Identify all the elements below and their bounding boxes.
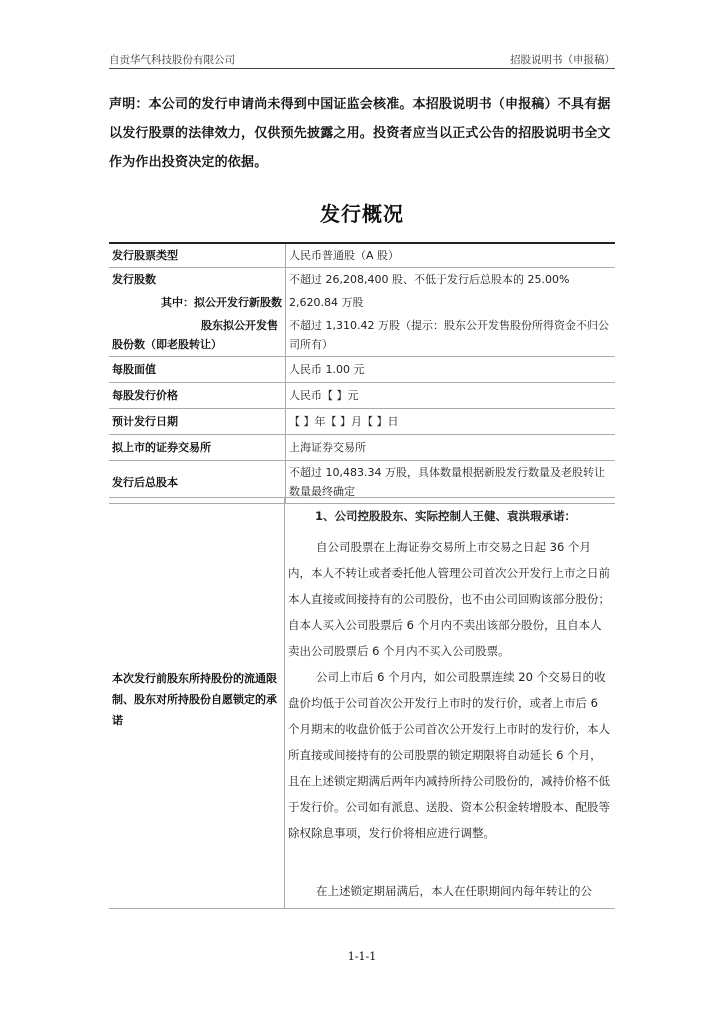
page-number: 1-1-1 [347,950,377,963]
offering-summary-table [109,242,615,504]
row-value: 人民币【 】元 [286,383,616,409]
table-row [109,409,615,435]
page-header [109,52,615,69]
old-shares-label-2: 股份数（即老股转让） [112,338,222,351]
table-row [109,383,615,409]
lockup-content [285,498,615,908]
row-label: 每股发行价格 [109,383,286,409]
row-label: 拟上市的证券交易所 [109,435,286,461]
row-label [109,314,286,357]
row-value: 不超过 1,310.42 万股（提示：股东公开发售股份所得资金不归公司所有） [286,314,616,357]
header-doc-title: 招股说明书（申报稿） [510,54,615,66]
row-value: 上海证券交易所 [286,435,616,461]
table-row [109,357,615,383]
row-value: 2,620.84 万股 [289,296,364,309]
lockup-heading: 1、公司控股股东、实际控制人王健、袁洪瑕承诺： [315,509,576,523]
header-company: 自贡华气科技股份有限公司 [109,54,235,66]
row-value: 不超过 10,483.34 万股，具体数量根据新股发行数量及老股转让数量最终确定 [286,461,616,504]
row-value: 不超过 26,208,400 股、不低于发行后总股本的 25.00% [289,273,570,286]
old-shares-label-1: 股东拟公开发售 [201,319,278,332]
table-row [109,314,615,357]
lockup-paragraph-1: 自公司股票在上海证券交易所上市交易之日起 36 个月内，本人不转让或者委托他人管理公司首次公开发行上市之日前本人直接或间接持有的公司股份，也不由公司回购该部分股份；自本人买入公司股票后 6 个月内不卖出该部分股份，且自本人卖出公司股票后 6 个月内不买入公司股票。 [288,540,610,658]
row-label: 发行后总股本 [109,461,286,504]
row-label: 发行股数 [109,268,286,292]
table-row [109,435,615,461]
row-label: 预计发行日期 [109,409,286,435]
lockup-label-cell [109,498,285,908]
row-label: 发行股票类型 [109,243,286,268]
table-row [109,243,615,268]
row-label: 每股面值 [109,357,286,383]
table-row [109,268,615,292]
row-label [109,291,286,314]
declaration: 声明：本公司的发行申请尚未得到中国证监会核准。本招股说明书（申报稿）不具有据以发行股票的法律效力，仅供预先披露之用。投资者应当以正式公告的招股说明书全文作为作出投资决定的依据。 [109,97,611,170]
lockup-label: 本次发行前股东所持股份的流通限制、股东对所持股份自愿锁定的承诺 [112,672,277,727]
new-shares-label: 其中：拟公开发行新股数 [161,296,282,309]
lockup-paragraph-2: 公司上市后 6 个月内，如公司股票连续 20 个交易日的收盘价均低于公司首次公开发行上市时的发行价，或者上市后 6 个月期末的收盘价低于公司首次公开发行上市时的发行价，本人所直接或间接持有的公司股票的锁定期限将自动延长 6 个月，且在上述锁定期满后两年内减持所持公司股份的，减持价格不低于发行价。公司如有派息、送股、资本公积金转增股本、配股等除权除息事项，发行价将相应进行调整。 [288,670,610,840]
lockup-paragraph-3: 在上述锁定期届满后，本人在任职期间内每年转让的公 [316,884,592,898]
lockup-section [109,497,615,909]
page-title: 发行概况 [320,202,404,226]
row-value: 人民币 1.00 元 [286,357,616,383]
row-value: 【 】年【 】月【 】日 [286,409,616,435]
row-value: 人民币普通股（A 股） [286,243,616,268]
table-row [109,291,615,314]
